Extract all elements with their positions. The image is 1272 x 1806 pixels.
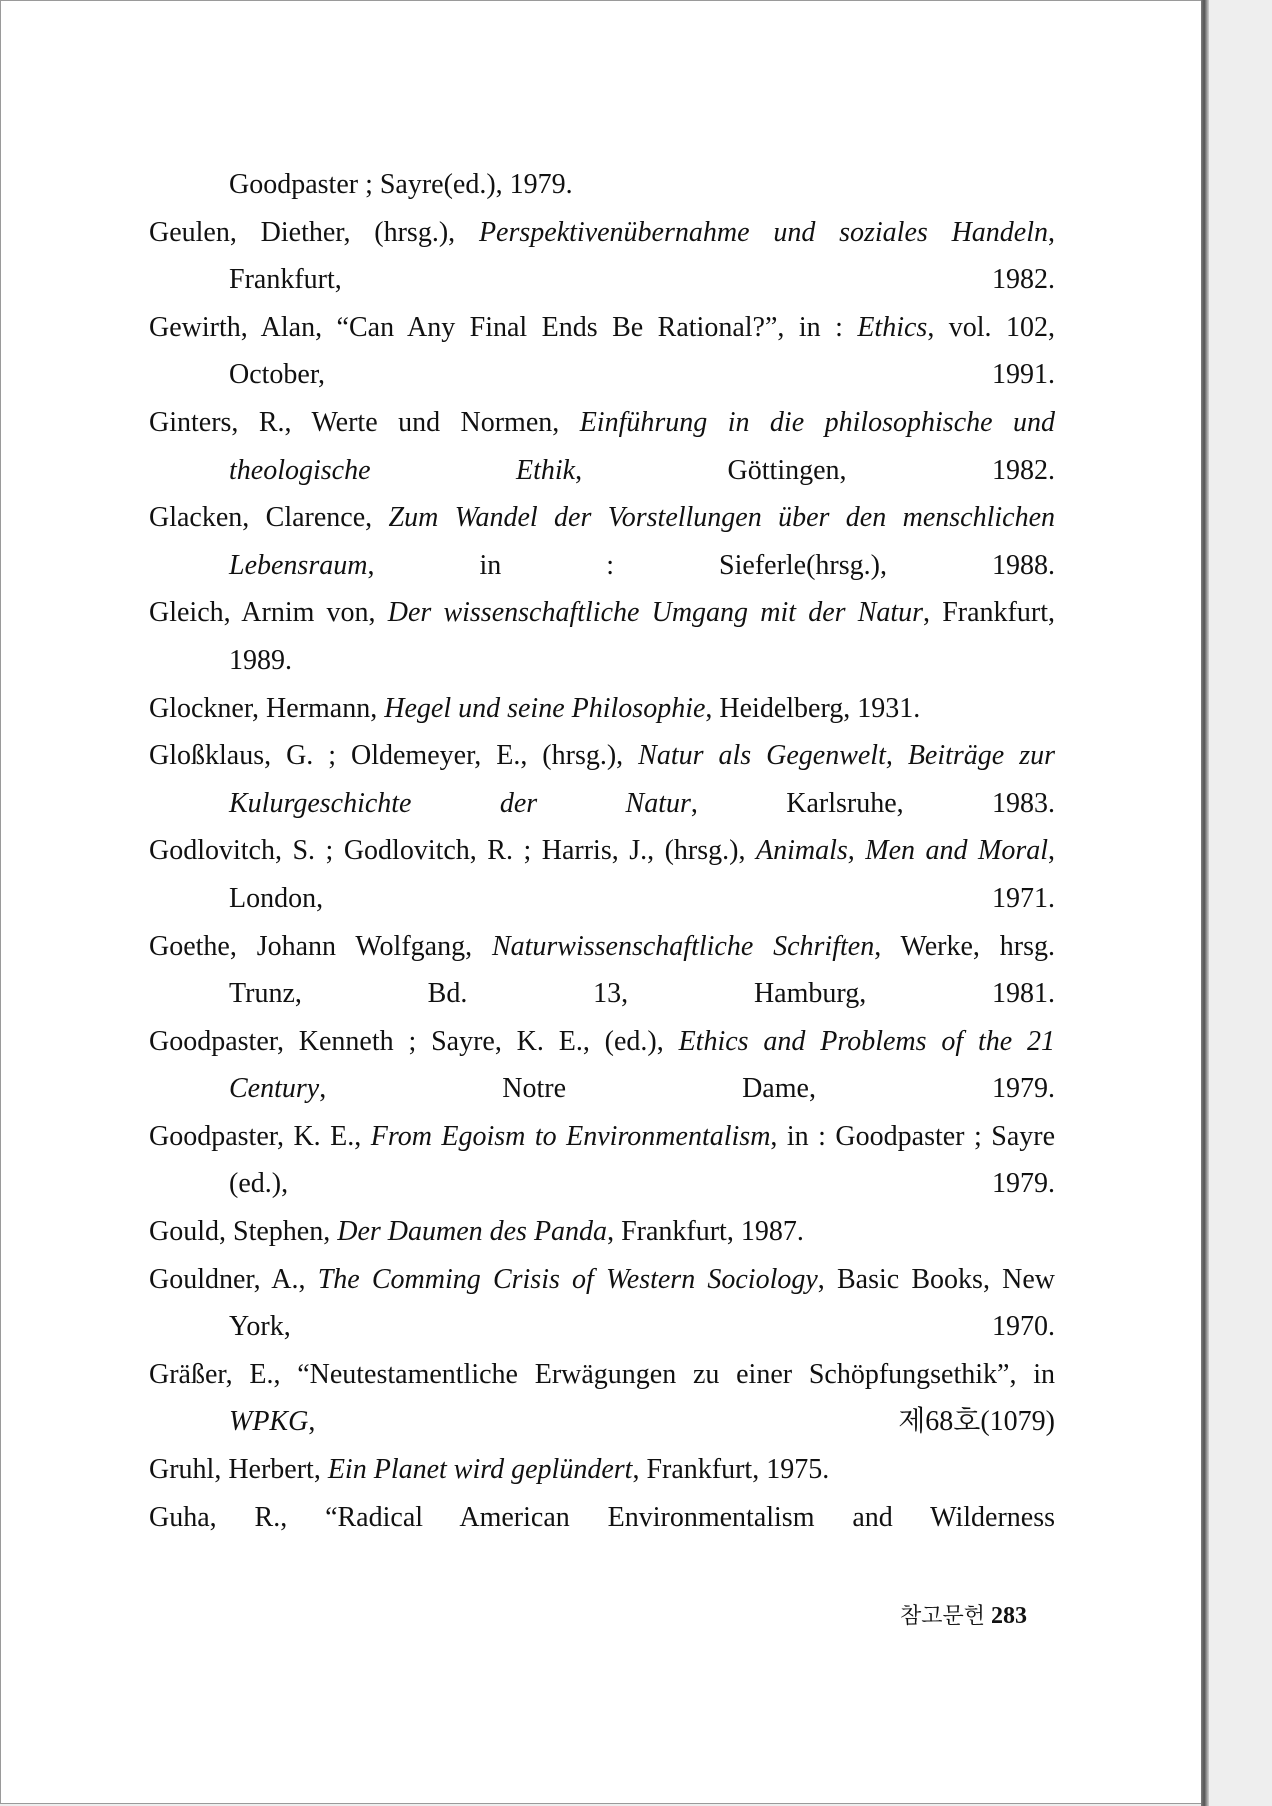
- reference-entry: [149, 685, 1055, 733]
- reference-entry: [149, 399, 1055, 494]
- reference-title: Hegel und seine Philosophie: [384, 692, 706, 724]
- reference-entry: [149, 1208, 1055, 1256]
- reference-title: Perspektivenübernahme und soziales Handeln: [478, 216, 1049, 248]
- reference-entry: [149, 494, 1055, 589]
- page-number: 283: [991, 1603, 1027, 1629]
- page-edge-shadow: [1201, 0, 1209, 1806]
- reference-text: Gewirth, Alan, “Can Any Final Ends Be Rational?”, in :: [149, 311, 858, 343]
- reference-text: , in : Goodpaster ; Sayre (ed.), 1979.: [229, 1120, 1056, 1200]
- reference-text: Gruhl, Herbert,: [149, 1454, 328, 1486]
- reference-text: , Heidelberg, 1931.: [705, 692, 921, 724]
- reference-text: , Karlsruhe, 1983.: [690, 787, 1055, 819]
- reference-entry: [149, 1446, 1055, 1494]
- reference-title: Ein Planet wird geplündert: [327, 1454, 633, 1486]
- reference-text: Guha, R., “Radical American Environmentalism and Wilderness: [149, 1501, 1055, 1533]
- reference-text: , Frankfurt, 1982.: [229, 216, 1056, 296]
- reference-text: , vol. 102, October, 1991.: [229, 311, 1055, 391]
- reference-text: , Frankfurt, 1987.: [607, 1216, 804, 1248]
- reference-text: , in : Sieferle(hrsg.), 1988.: [367, 549, 1055, 581]
- reference-title: The Comming Crisis of Western Sociology: [317, 1263, 818, 1295]
- reference-title: Zum Wandel der Vorstellungen über den menschlichen Lebensraum: [229, 502, 1055, 581]
- reference-text: , Göttingen, 1982.: [575, 454, 1055, 486]
- reference-text: Goethe, Johann Wolfgang,: [149, 930, 492, 962]
- reference-entry: [149, 1113, 1055, 1208]
- reference-title: From Egoism to Environmentalism: [370, 1120, 771, 1152]
- reference-title: Natur als Gegenwelt, Beiträge zur Kulurgeschichte der Natur: [229, 740, 1055, 819]
- reference-text: Glacken, Clarence,: [149, 502, 389, 534]
- reference-text: , Basic Books, New York, 1970.: [229, 1263, 1055, 1343]
- reference-entry: [149, 827, 1055, 922]
- reference-entry: [149, 1494, 1055, 1542]
- reference-text: Gleich, Arnim von,: [149, 597, 388, 629]
- reference-title: Animals, Men and Moral: [755, 835, 1049, 867]
- reference-entry: [149, 1256, 1055, 1351]
- reference-text: Goodpaster, Kenneth ; Sayre, K. E., (ed.),: [149, 1025, 679, 1057]
- reference-text: Ginters, R., Werte und Normen,: [149, 406, 580, 438]
- reference-text: Goodpaster, K. E.,: [149, 1120, 371, 1152]
- reference-title: Einführung in die philosophische und theologische Ethik: [229, 406, 1055, 486]
- reference-title: Ethics and Problems of the 21 Century: [229, 1025, 1055, 1105]
- reference-text: Godlovitch, S. ; Godlovitch, R. ; Harris, J., (hrsg.),: [149, 835, 756, 867]
- reference-entry: [149, 304, 1055, 399]
- reference-title: Der wissenschaftliche Umgang mit der Natur: [387, 597, 924, 629]
- reference-text: Goodpaster ; Sayre(ed.), 1979.: [229, 169, 573, 200]
- reference-text: , Frankfurt, 1989.: [229, 597, 1055, 676]
- reference-entry: [149, 1351, 1055, 1446]
- reference-text: Geulen, Diether, (hrsg.),: [149, 216, 479, 248]
- reference-title: Naturwissenschaftliche Schriften: [491, 930, 875, 962]
- reference-text: Gloßklaus, G. ; Oldemeyer, E., (hrsg.),: [149, 740, 639, 772]
- reference-title: Der Daumen des Panda: [337, 1216, 608, 1248]
- reference-title: Ethics: [857, 311, 928, 343]
- reference-title: WPKG: [229, 1406, 309, 1438]
- reference-text: Glockner, Hermann,: [149, 692, 385, 724]
- reference-entry: [149, 209, 1055, 304]
- reference-text: Gouldner, A.,: [149, 1263, 318, 1295]
- reference-entry: [149, 923, 1055, 1018]
- reference-text: Gould, Stephen,: [149, 1216, 338, 1248]
- reference-entry: [149, 589, 1055, 684]
- reference-continuation: [149, 161, 1055, 209]
- reference-text: , 제68호(1079): [308, 1406, 1055, 1438]
- footer-section-label: 참고문헌: [899, 1604, 985, 1629]
- reference-list: [149, 161, 1055, 1541]
- reference-entry: [149, 1018, 1055, 1113]
- page-footer: [877, 1599, 1027, 1630]
- reference-text: , Werke, hrsg. Trunz, Bd. 13, Hamburg, 1981.: [229, 930, 1055, 1010]
- reference-entry: [149, 732, 1055, 827]
- reference-text: , London, 1971.: [229, 835, 1056, 914]
- reference-text: Gräßer, E., “Neutestamentliche Erwägungen zu einer Schöpfungsethik”, in: [149, 1358, 1055, 1390]
- reference-text: , Frankfurt, 1975.: [632, 1454, 830, 1486]
- reference-text: , Notre Dame, 1979.: [319, 1073, 1055, 1105]
